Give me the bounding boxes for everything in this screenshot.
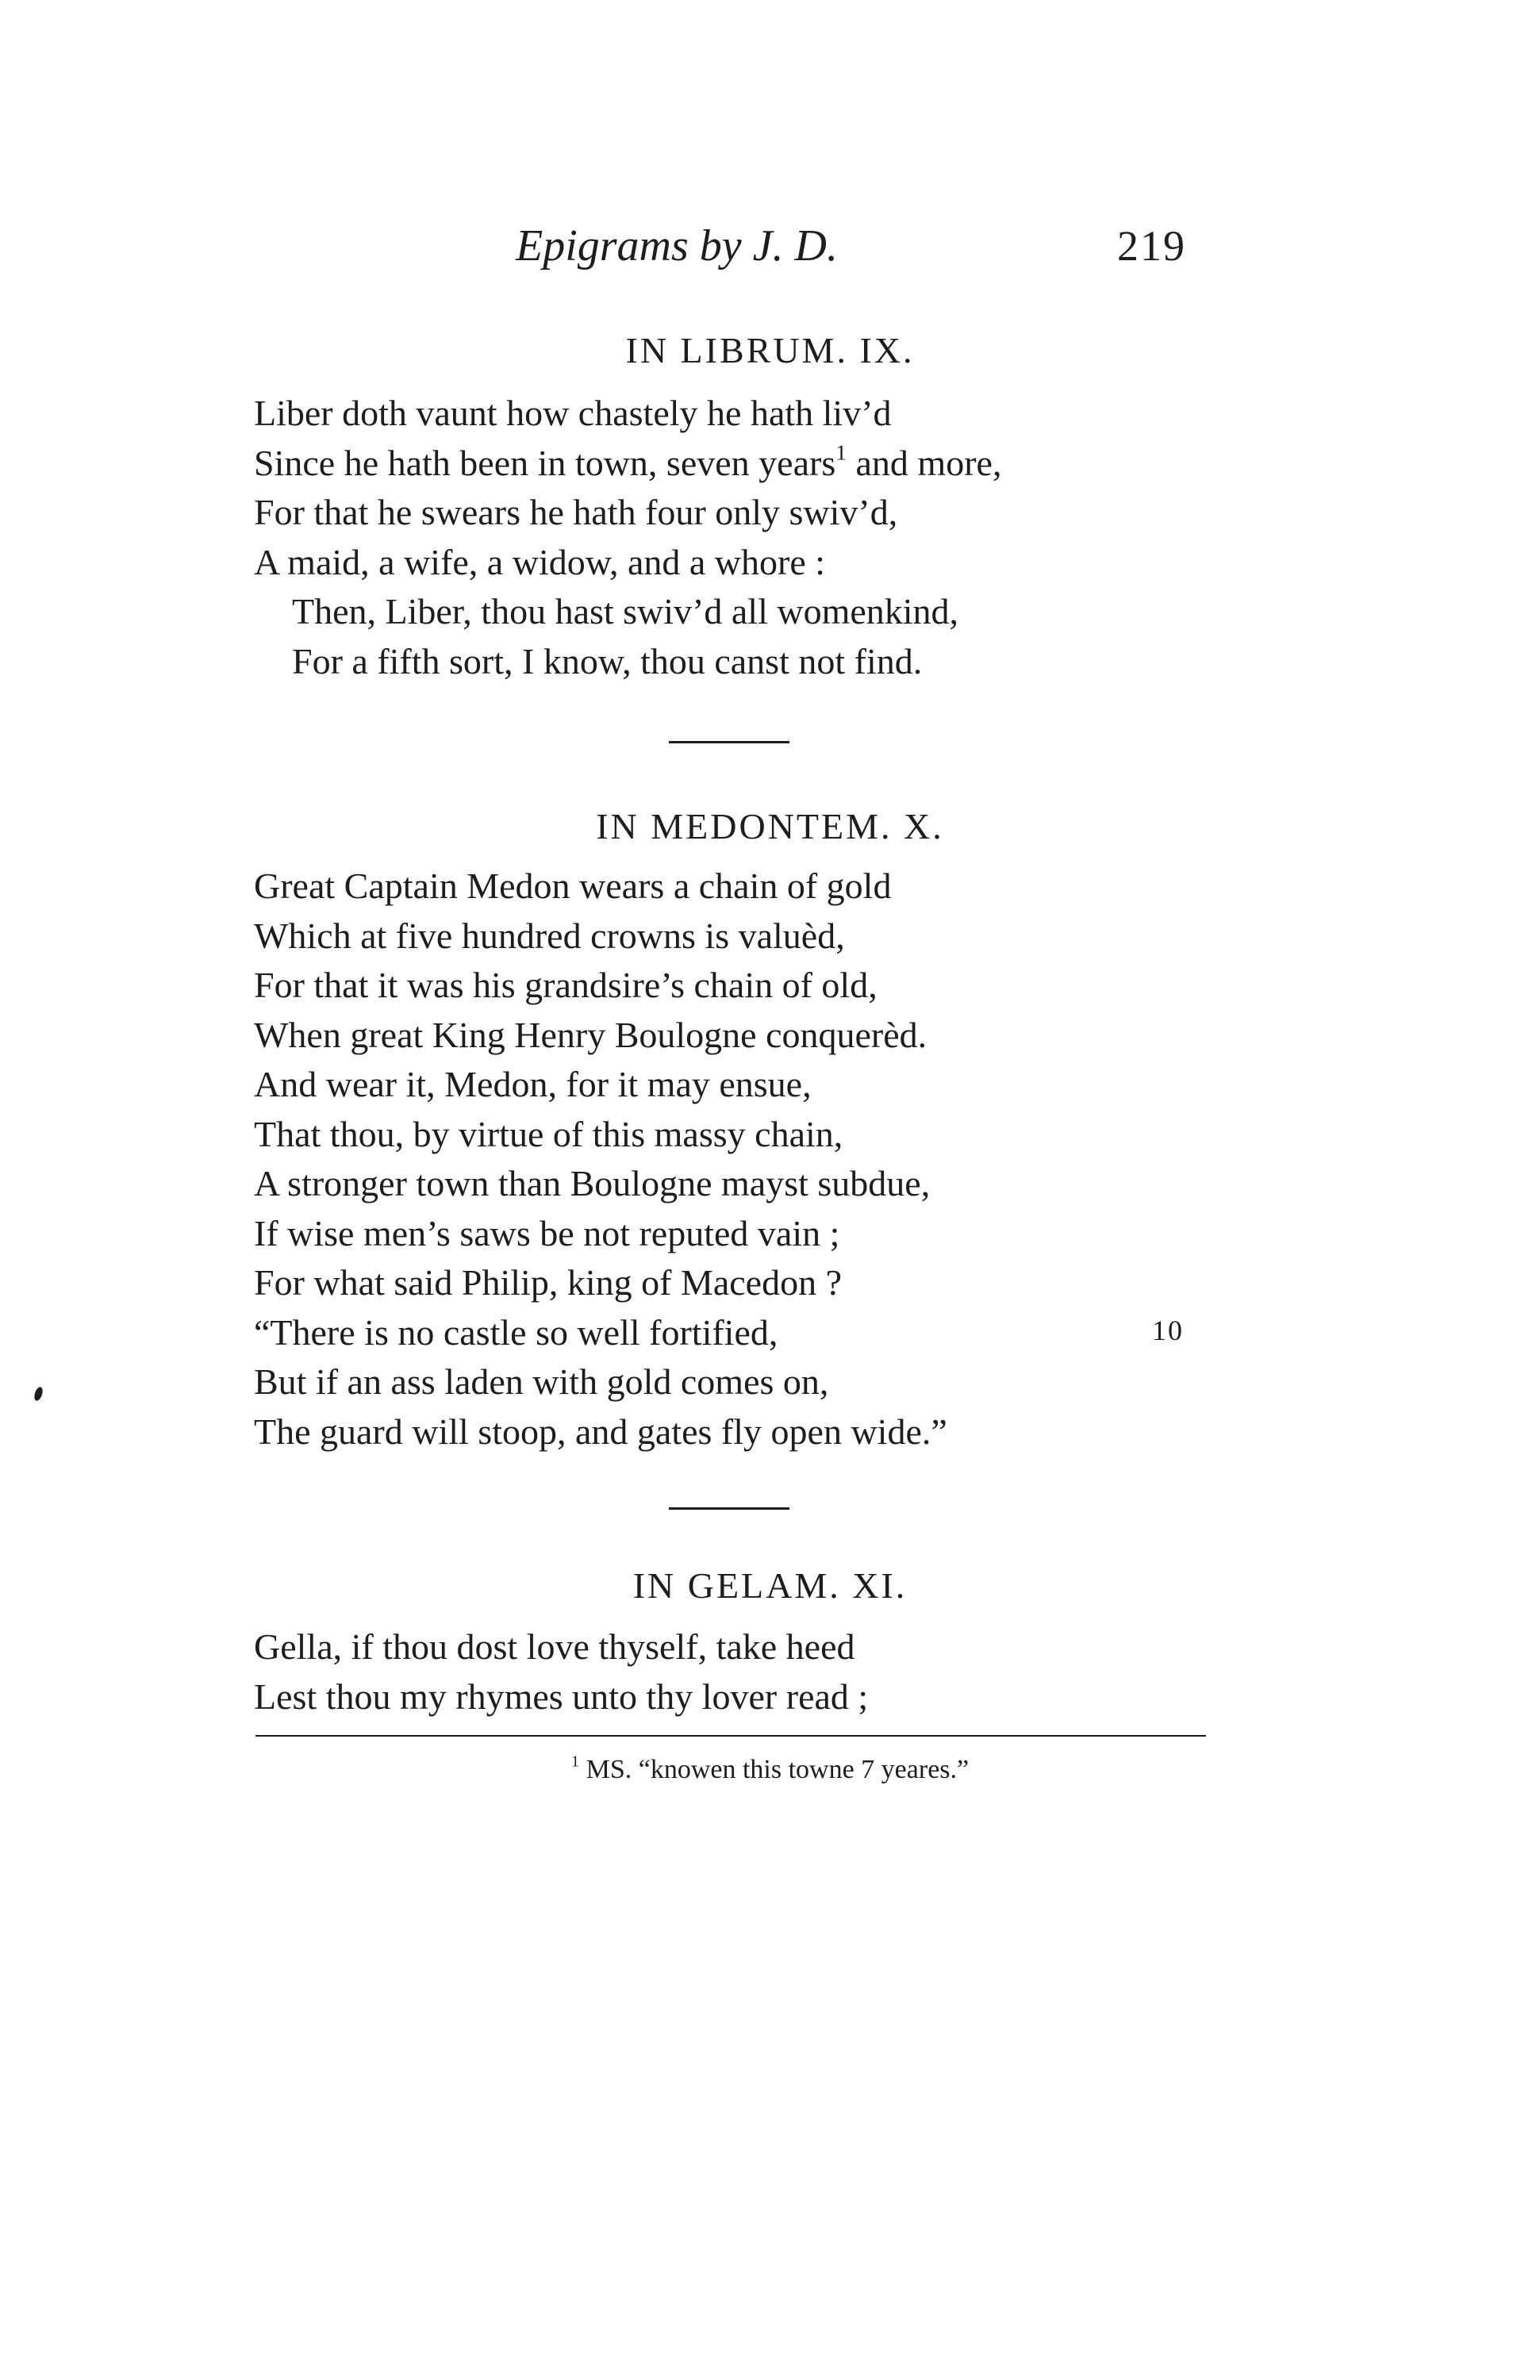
section-title-in-gelam: IN GELAM. XI. bbox=[632, 1565, 908, 1606]
epigram-in-medontem bbox=[254, 862, 1285, 1457]
verse-line-text: and more, bbox=[847, 442, 1002, 483]
verse-line: A maid, a wife, a widow, and a whore : bbox=[254, 541, 826, 582]
footnote-marker: 1 bbox=[570, 1752, 580, 1771]
footnote bbox=[0, 1750, 1540, 1790]
verse-line: Gella, if thou dost love thyself, take heed bbox=[254, 1626, 855, 1667]
verse-line: But if an ass laden with gold comes on, bbox=[254, 1361, 829, 1402]
verse-line: For that he swears he hath four only swiv’d, bbox=[254, 492, 898, 532]
footnote-text: MS. “knowen this towne 7 yeares.” bbox=[579, 1755, 970, 1784]
verse-line: Lest thou my rhymes unto thy lover read ; bbox=[254, 1676, 869, 1717]
running-title: Epigrams by J. D. bbox=[516, 221, 838, 271]
verse-line: A stronger town than Boulogne mayst subdue, bbox=[254, 1163, 931, 1203]
verse-line-text: Since he hath been in town, seven years bbox=[254, 442, 836, 483]
verse-line: For what said Philip, king of Macedon ? bbox=[254, 1262, 843, 1303]
verse-line: Liber doth vaunt how chastely he hath liv’d bbox=[254, 393, 892, 433]
verse-line: Then, Liber, thou hast swiv’d all womenkind, bbox=[292, 591, 959, 631]
verse-line: For a fifth sort, I know, thou canst not find. bbox=[292, 640, 923, 681]
epigram-in-librum bbox=[254, 389, 1285, 686]
section-divider bbox=[669, 741, 789, 743]
verse-line: Great Captain Medon wears a chain of gold bbox=[254, 866, 892, 906]
footnote-reference: 1 bbox=[835, 440, 847, 465]
verse-line: That thou, by virtue of this massy chain, bbox=[254, 1113, 843, 1154]
verse-line: “There is no castle so well fortified, bbox=[254, 1311, 778, 1353]
page-number: 219 bbox=[1117, 222, 1186, 270]
verse-line: When great King Henry Boulogne conquerèd. bbox=[254, 1014, 927, 1055]
verse-line bbox=[254, 439, 1285, 489]
epigram-in-gelam bbox=[254, 1622, 1285, 1722]
ink-speck bbox=[33, 1386, 44, 1402]
section-title-in-librum: IN LIBRUM. IX. bbox=[625, 330, 915, 370]
line-number: 10 bbox=[1152, 1315, 1184, 1346]
section-divider bbox=[669, 1507, 789, 1510]
footnote-rule bbox=[255, 1735, 1206, 1737]
verse-line: The guard will stoop, and gates fly open wide.” bbox=[254, 1411, 947, 1452]
verse-line: For that it was his grandsire’s chain of old, bbox=[254, 965, 878, 1005]
running-head bbox=[0, 214, 1540, 278]
verse-line: And wear it, Medon, for it may ensue, bbox=[254, 1064, 812, 1104]
section-title-in-medontem: IN MEDONTEM. X. bbox=[596, 806, 944, 846]
verse-line: Which at five hundred crowns is valuèd, bbox=[254, 915, 845, 956]
verse-line: If wise men’s saws be not reputed vain ; bbox=[254, 1212, 840, 1253]
